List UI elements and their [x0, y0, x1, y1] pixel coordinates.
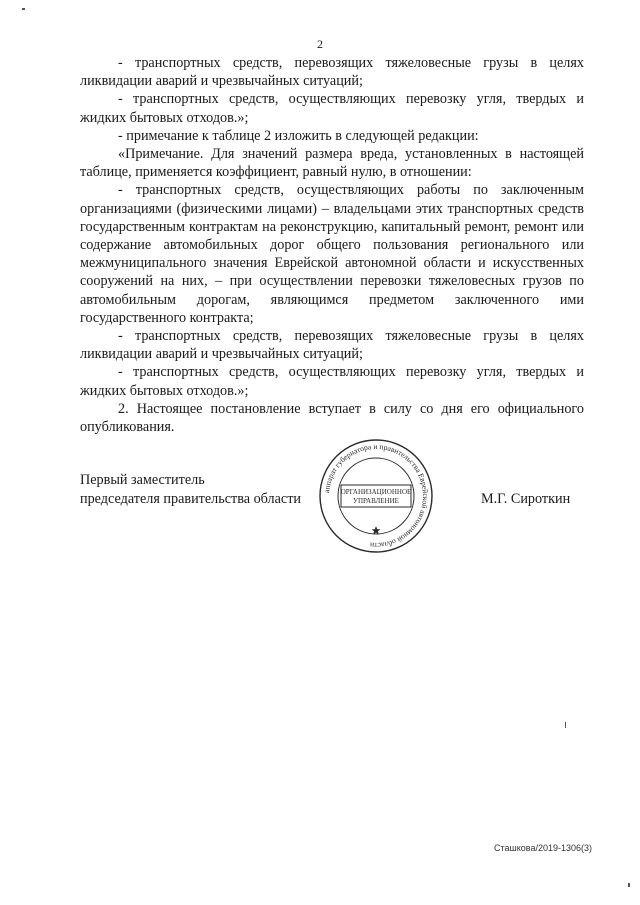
- paragraph: «Примечание. Для значений размера вреда, установленных в настоящей таблице, применяется коэффициент, равный нулю, в отношении:: [80, 146, 584, 181]
- seal-center-line: ОРГАНИЗАЦИОННОЕ: [340, 488, 412, 496]
- seal-inner-ring: [338, 458, 414, 534]
- seal-center-line: УПРАВЛЕНИЕ: [353, 497, 399, 505]
- footer-code: Сташкова/2019-1306(3): [494, 843, 593, 853]
- signature-name: М.Г. Сироткин: [481, 491, 571, 507]
- official-seal: [318, 438, 434, 554]
- signature-title: [80, 471, 301, 509]
- paragraph: - транспортных средств, перевозящих тяжеловесные грузы в целях ликвидации аварий и чрезвычайных ситуаций;: [80, 328, 584, 363]
- seal-outer-ring: [320, 440, 432, 552]
- paragraph: - транспортных средств, осуществляющих перевозку угля, твердых и жидких бытовых отходов.»;: [80, 364, 584, 399]
- paragraph: - транспортных средств, осуществляющих перевозку угля, твердых и жидких бытовых отходов.»;: [80, 91, 584, 126]
- seal-star-icon: [372, 526, 381, 535]
- scan-speck: [628, 883, 630, 887]
- scan-speck: [22, 8, 25, 10]
- paragraph: - примечание к таблице 2 изложить в следующей редакции:: [118, 127, 479, 144]
- scan-speck: [565, 722, 566, 728]
- paragraph: 2. Настоящее постановление вступает в силу со дня его официального опубликования.: [80, 400, 584, 436]
- paragraph: - транспортных средств, перевозящих тяжеловесные грузы в целях ликвидации аварий и чрезвычайных ситуаций;: [80, 55, 584, 90]
- signature-title-line: председателя правительства области: [80, 491, 301, 507]
- signature-title-line: Первый заместитель: [80, 472, 205, 488]
- page-number: 2: [317, 37, 323, 51]
- paragraph: - транспортных средств, осуществляющих работы по заключенным организациями (физическими лицами) – владельцами этих транспортных средств государственным контрактам на реконструкцию, капитальный ремонт, ремонт или содержание автомобильных дорог общего пользования регионального или межмуниципального значения Еврейской автономной области и искусственных сооружений на них, – при осуществлении перевозки тяжеловесных грузов по автомобильным дорогам, являющимся предметом заключенного ими государственного контракта;: [80, 182, 584, 326]
- seal-outer-text: аппарат губернатора и правительства Еврейской автономной области: [322, 441, 431, 551]
- body-text: [80, 54, 584, 436]
